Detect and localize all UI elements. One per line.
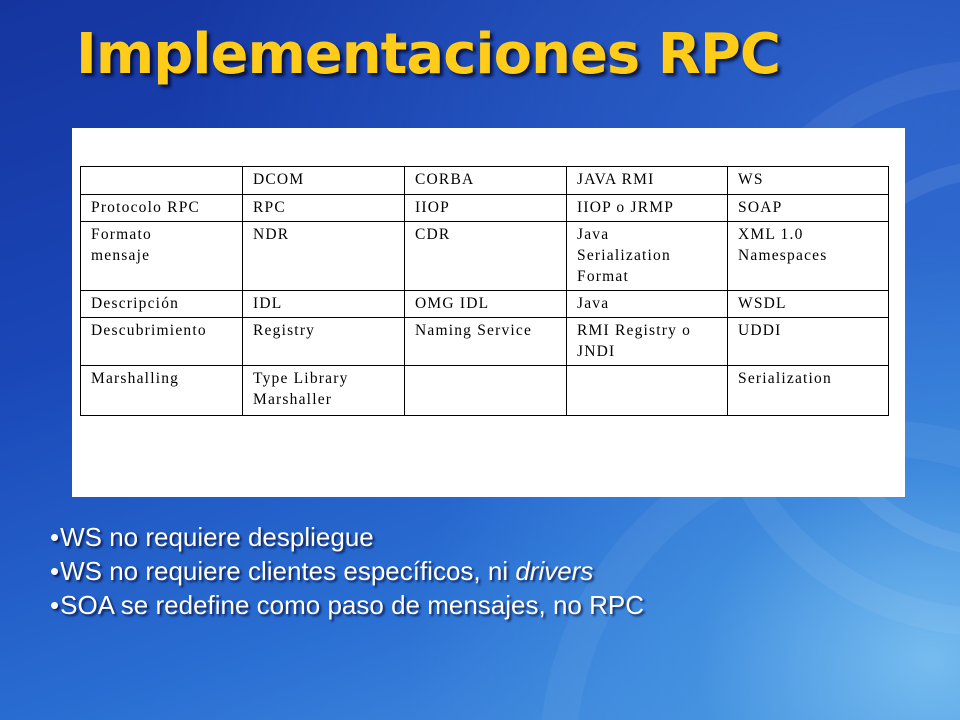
table-cell [243, 366, 405, 416]
cell-line: JNDI [577, 343, 616, 360]
table-cell: Marshalling [81, 366, 243, 416]
bullet-text: WS no requiere despliegue [60, 522, 374, 552]
rpc-comparison-table [80, 166, 889, 416]
table-cell [567, 366, 728, 416]
table-row [81, 318, 889, 366]
table-row [81, 195, 889, 222]
table-header-cell: CORBA [405, 167, 567, 195]
cell-line: Format [577, 268, 629, 285]
bullet-item [50, 520, 644, 554]
table-cell: Java [567, 291, 728, 318]
table-header-cell: JAVA RMI [567, 167, 728, 195]
table-cell: WSDL [728, 291, 889, 318]
cell-line: XML 1.0 [738, 226, 804, 243]
table-cell: CDR [405, 222, 567, 291]
bullet-item [50, 554, 644, 588]
cell-line: Formato [91, 226, 152, 243]
cell-line: Type Library [253, 370, 349, 387]
table-cell: Protocolo RPC [81, 195, 243, 222]
table-cell [728, 222, 889, 291]
bullet-text: WS no requiere clientes específicos, ni [60, 556, 516, 586]
cell-line: Serialization [577, 247, 671, 264]
table-cell: IIOP [405, 195, 567, 222]
table-cell: Registry [243, 318, 405, 366]
cell-line: Java [577, 226, 610, 243]
bullet-marker: • [50, 590, 60, 620]
table-cell: NDR [243, 222, 405, 291]
table-row [81, 366, 889, 416]
table-header-cell [81, 167, 243, 195]
comparison-table-panel [72, 128, 905, 497]
table-header-cell: WS [728, 167, 889, 195]
table-cell: Descripción [81, 291, 243, 318]
table-cell [567, 318, 728, 366]
table-cell: Descubrimiento [81, 318, 243, 366]
table-header-cell: DCOM [243, 167, 405, 195]
table-cell: Serialization [728, 366, 889, 416]
bullet-text: SOA se redefine como paso de mensajes, no RPC [60, 590, 644, 620]
bullet-emphasis: drivers [515, 556, 594, 586]
slide-title: Implementaciones RPC [76, 22, 781, 87]
table-cell: RPC [243, 195, 405, 222]
table-header-row [81, 167, 889, 195]
cell-line: Marshaller [253, 391, 333, 408]
table-cell: IIOP o JRMP [567, 195, 728, 222]
table-cell: IDL [243, 291, 405, 318]
bullet-marker: • [50, 522, 60, 552]
cell-line: mensaje [91, 247, 151, 264]
cell-line: RMI Registry o [577, 322, 692, 339]
bullet-marker: • [50, 556, 60, 586]
table-cell [567, 222, 728, 291]
table-cell: Naming Service [405, 318, 567, 366]
table-cell: UDDI [728, 318, 889, 366]
cell-line: Namespaces [738, 247, 828, 264]
bullet-list [50, 520, 644, 622]
table-cell: SOAP [728, 195, 889, 222]
table-cell: OMG IDL [405, 291, 567, 318]
table-row [81, 222, 889, 291]
table-cell [81, 222, 243, 291]
bullet-item [50, 588, 644, 622]
table-row [81, 291, 889, 318]
table-cell [405, 366, 567, 416]
